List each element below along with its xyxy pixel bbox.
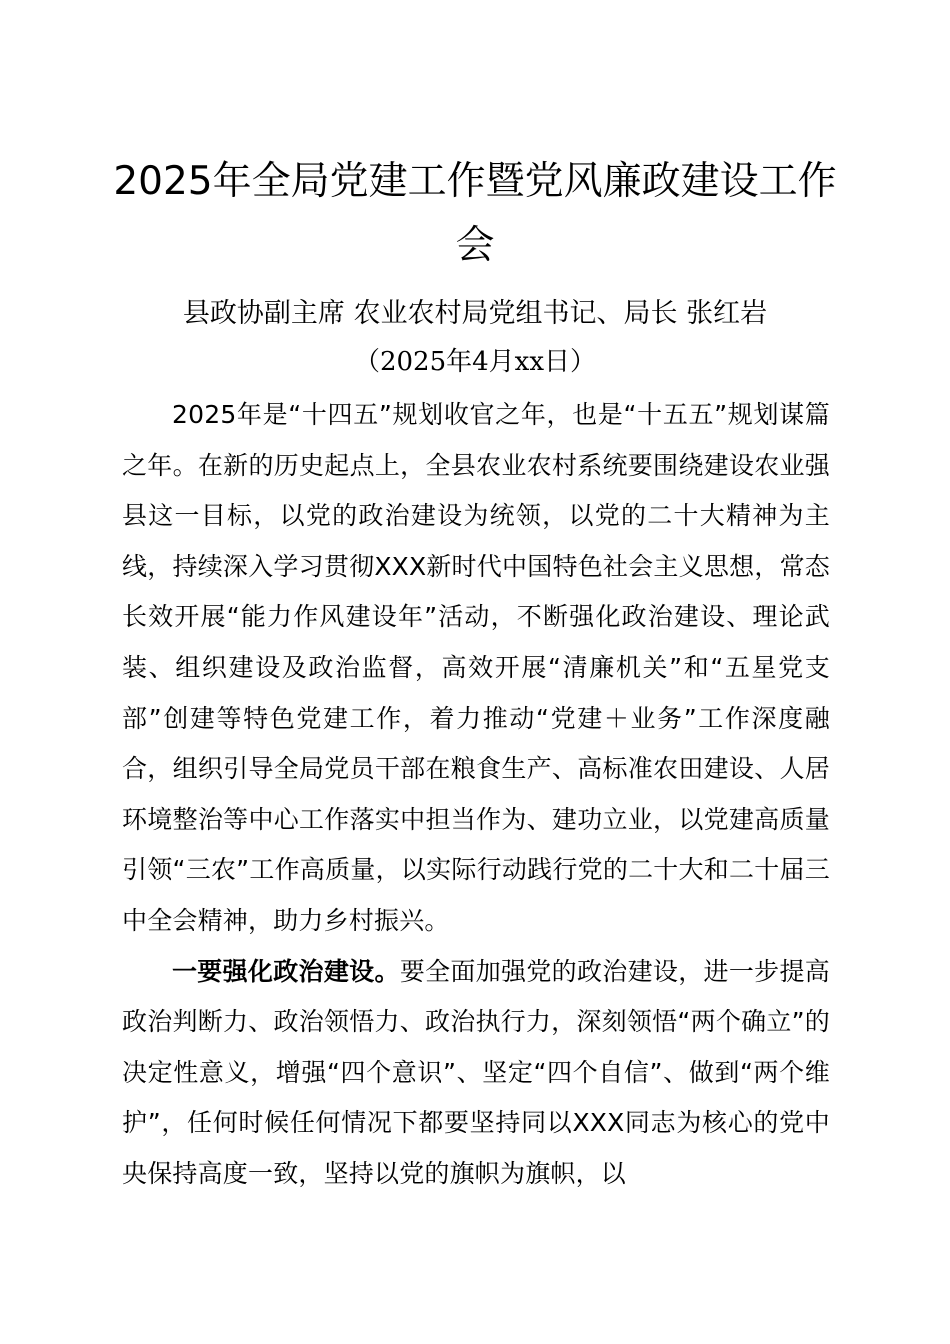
speech-date: （2025年4月xx日） — [353, 347, 597, 377]
paragraph-lead: 一要强化政治建设。 — [172, 956, 400, 986]
body-paragraph — [122, 390, 830, 947]
document-body — [122, 390, 830, 1200]
document-title: 2025年全局党建工作暨党风廉政建设工作会 — [113, 159, 837, 268]
speaker-byline: 县政协副主席 农业农村局党组书记、局长 张红岩 — [182, 298, 768, 329]
paragraph-text: 要全面加强党的政治建设，进一步提高政治判断力、政治领悟力、政治执行力，深刻领悟“两个确立”的决定性意义，增强“四个意识”、坚定“四个自信”、做到“两个维护”，任何时候任何情况下都要坚持同以XXX同志为核心的党中央保持高度一致，坚持以党的旗帜为旗帜，以 — [122, 956, 830, 1188]
paragraph-text: 2025年是“十四五”规划收官之年，也是“十五五”规划谋篇之年。在新的历史起点上，全县农业农村系统要围绕建设农业强县这一目标，以党的政治建设为统领，以党的二十大精神为主线，持续深入学习贯彻XXX新时代中国特色社会主义思想，常态长效开展“能力作风建设年”活动，不断强化政治建设、理论武装、组织建设及政治监督，高效开展“清廉机关”和“五星党支部”创建等特色党建工作，着力推动“党建＋业务”工作深度融合，组织引导全局党员干部在粮食生产、高标准农田建设、人居环境整治等中心工作落实中担当作为、建功立业，以党建高质量引领“三农”工作高质量，以实际行动践行党的二十大和二十届三中全会精神，助力乡村振兴。 — [122, 400, 830, 935]
body-paragraph — [122, 947, 830, 1200]
